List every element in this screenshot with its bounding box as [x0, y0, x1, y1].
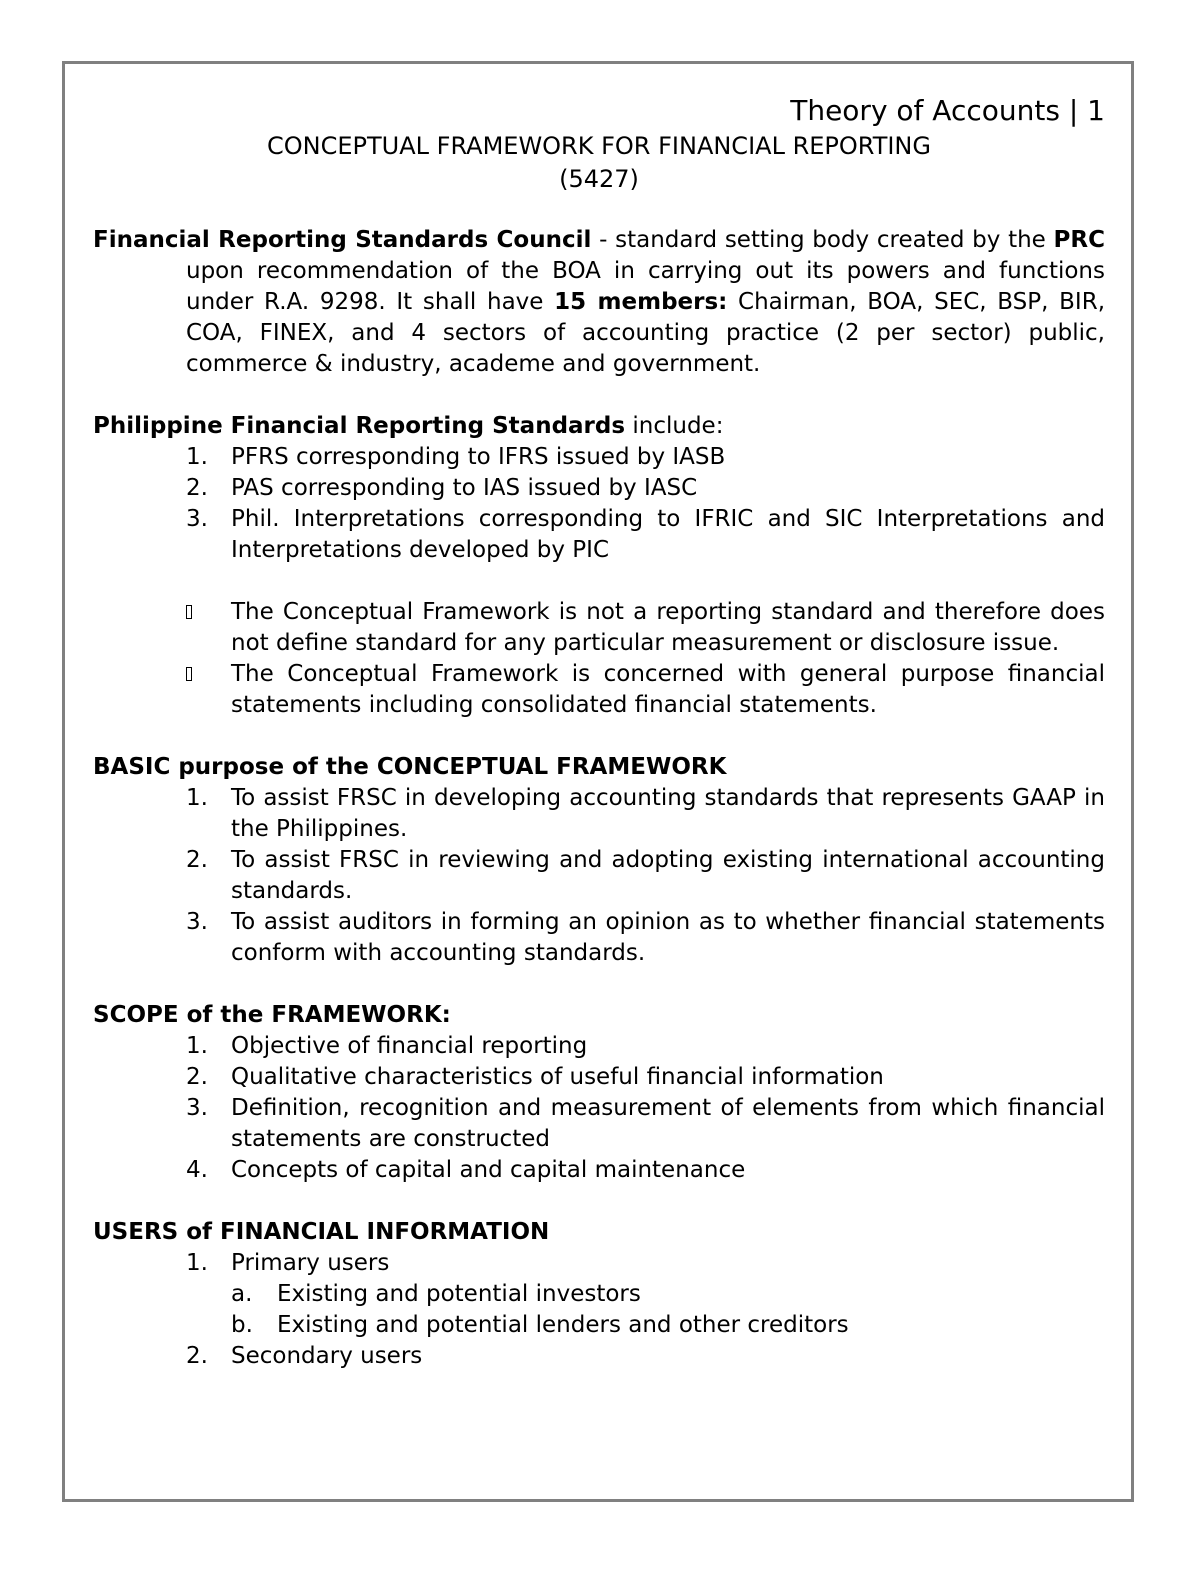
scope-heading: SCOPE of the FRAMEWORK:: [93, 1002, 451, 1028]
sublist-item: [93, 1310, 1105, 1341]
list-item: [93, 504, 1105, 566]
box-bullet-icon: [186, 605, 192, 619]
page-header: Theory of Accounts | 1: [790, 94, 1105, 127]
list-number: 2.: [186, 847, 208, 873]
list-number: 1.: [186, 1033, 208, 1059]
sublist-text: Existing and potential investors: [277, 1281, 641, 1307]
pfrs-heading: [93, 411, 1105, 442]
list-item: [93, 1248, 1105, 1279]
purpose-section: [93, 752, 1105, 969]
frsc-term: Financial Reporting Standards Council: [93, 227, 592, 253]
box-bullet-icon: [186, 667, 192, 681]
list-number: 2.: [186, 475, 208, 501]
list-text: To assist FRSC in developing accounting standards that represents GAAP in the Philippines.: [231, 785, 1105, 842]
sublist-item: [93, 1279, 1105, 1310]
users-heading: USERS of FINANCIAL INFORMATION: [93, 1219, 550, 1245]
list-number: 4.: [186, 1157, 208, 1183]
list-number: 1.: [186, 785, 208, 811]
list-item: [93, 1062, 1105, 1093]
document-title: [93, 130, 1105, 196]
list-text: Qualitative characteristics of useful financial information: [231, 1064, 884, 1090]
sublist-text: Existing and potential lenders and other creditors: [277, 1312, 849, 1338]
purpose-heading: BASIC purpose of the CONCEPTUAL FRAMEWORK: [93, 754, 727, 780]
bullet-item: [93, 597, 1105, 659]
list-number: 2.: [186, 1343, 208, 1369]
frsc-text-1: - standard setting body created by the: [591, 227, 1054, 253]
list-item: [93, 1155, 1105, 1186]
list-item: [93, 845, 1105, 907]
title-line-2: (5427): [559, 165, 639, 193]
document-body: [93, 92, 1105, 1372]
pfrs-section: [93, 411, 1105, 566]
list-number: 1.: [186, 1250, 208, 1276]
list-text: Concepts of capital and capital maintenance: [231, 1157, 746, 1183]
list-text: Phil. Interpretations corresponding to IFRIC and SIC Interpretations and Interpretations developed by PIC: [231, 506, 1105, 563]
list-item: [93, 473, 1105, 504]
sublist-letter: a.: [231, 1281, 253, 1307]
list-text: PFRS corresponding to IFRS issued by IASB: [231, 444, 726, 470]
frsc-members: 15 members:: [554, 289, 728, 315]
pfrs-suffix: include:: [625, 413, 724, 439]
list-text: To assist auditors in forming an opinion as to whether financial statements conform with accounting standards.: [231, 909, 1105, 966]
list-number: 3.: [186, 1095, 208, 1121]
title-line-1: CONCEPTUAL FRAMEWORK FOR FINANCIAL REPORTING: [267, 132, 931, 160]
list-item: [93, 1341, 1105, 1372]
frsc-text-2: upon recommendation of the BOA in carrying out its powers and functions under R.A. 9298. It shall have: [186, 258, 1105, 315]
list-number: 1.: [186, 444, 208, 470]
list-text: Objective of financial reporting: [231, 1033, 588, 1059]
list-text: Secondary users: [231, 1343, 423, 1369]
list-item: [93, 783, 1105, 845]
list-item: [93, 907, 1105, 969]
users-section: [93, 1217, 1105, 1372]
list-item: [93, 1093, 1105, 1155]
notes-section: [93, 597, 1105, 721]
scope-section: [93, 1000, 1105, 1186]
list-text: To assist FRSC in reviewing and adopting existing international accounting standards.: [231, 847, 1105, 904]
frsc-prc: PRC: [1053, 227, 1105, 253]
frsc-definition: [93, 225, 1105, 380]
bullet-text: The Conceptual Framework is not a reporting standard and therefore does not define standard for any particular measurement or disclosure issue.: [231, 599, 1105, 656]
list-text: Definition, recognition and measurement of elements from which financial statements are constructed: [231, 1095, 1105, 1152]
pfrs-term: Philippine Financial Reporting Standards: [93, 413, 626, 439]
list-text: PAS corresponding to IAS issued by IASC: [231, 475, 698, 501]
sublist-letter: b.: [231, 1312, 253, 1338]
list-item: [93, 442, 1105, 473]
list-text: Primary users: [231, 1250, 390, 1276]
bullet-item: [93, 659, 1105, 721]
bullet-text: The Conceptual Framework is concerned with general purpose financial statements including consolidated financial statements.: [231, 661, 1105, 718]
list-number: 3.: [186, 506, 208, 532]
list-number: 3.: [186, 909, 208, 935]
list-number: 2.: [186, 1064, 208, 1090]
frsc-text-3: Chairman, BOA, SEC, BSP, BIR, COA, FINEX, and 4 sectors of accounting practice (2 per sector) public, commerce & industry, academe and government.: [186, 289, 1105, 377]
list-item: [93, 1031, 1105, 1062]
